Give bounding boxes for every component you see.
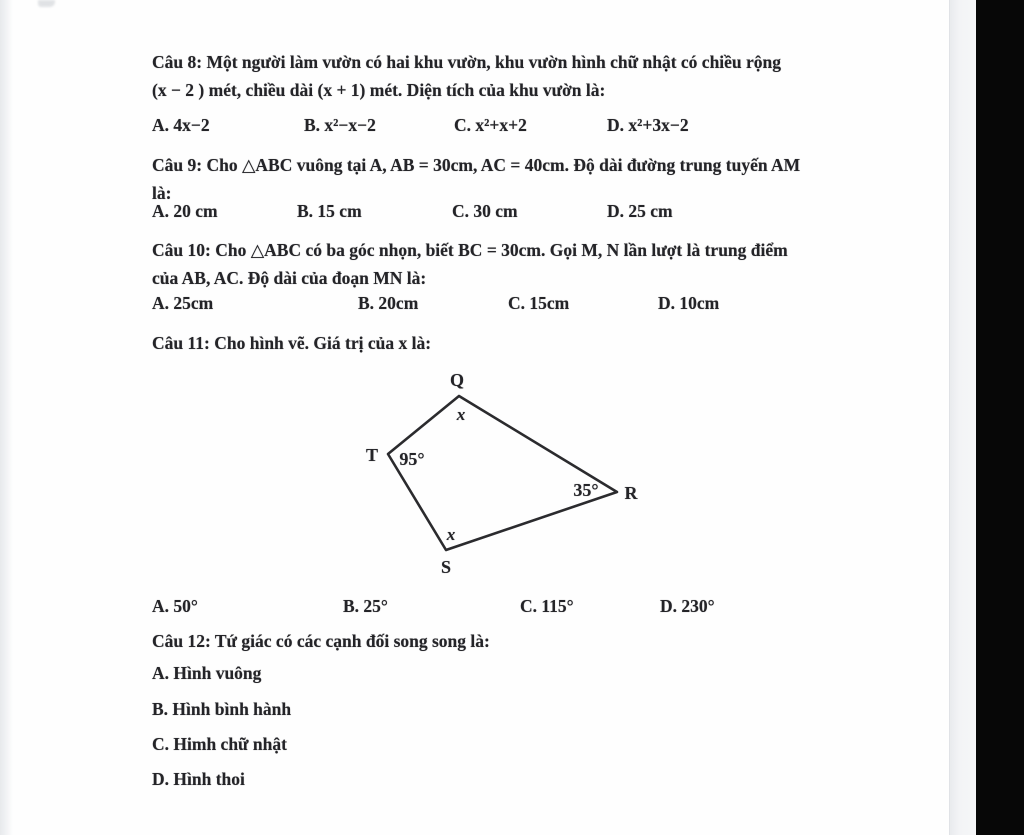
question-12 bbox=[152, 627, 872, 655]
geometry-figure bbox=[338, 360, 658, 585]
answer-option: B. 25° bbox=[343, 596, 388, 616]
answer-option: D. 25 cm bbox=[607, 201, 673, 221]
question-text: Câu 11: Cho hình vẽ. Giá trị của x là: bbox=[152, 333, 432, 353]
page-right-margin bbox=[949, 0, 977, 835]
question-text: (x − 2 ) mét, chiều dài (x + 1) mét. Diện tích của khu vườn là: bbox=[152, 80, 606, 100]
question-8 bbox=[152, 48, 872, 104]
question-text: Câu 12: Tứ giác có các cạnh đối song song là: bbox=[152, 631, 490, 651]
angle-label-at-s: x bbox=[446, 525, 456, 544]
angle-label-at-t: 95° bbox=[399, 449, 425, 469]
vertex-label-r: R bbox=[624, 483, 638, 503]
answer-option: D. 230° bbox=[660, 596, 715, 616]
quadrilateral-outline bbox=[388, 396, 617, 550]
answer-option: D. Hình thoi bbox=[152, 769, 245, 789]
angle-label-at-r: 35° bbox=[573, 480, 599, 500]
question-8-options bbox=[0, 115, 1024, 139]
question-10 bbox=[152, 236, 872, 292]
answer-option: C. 115° bbox=[520, 596, 574, 616]
letterbox-bar bbox=[976, 0, 1024, 835]
question-text: Câu 8: Một người làm vườn có hai khu vườn, khu vườn hình chữ nhật có chiều rộng bbox=[152, 52, 782, 72]
question-11 bbox=[152, 329, 872, 357]
vertex-label-s: S bbox=[440, 557, 452, 577]
answer-option: A. 20 cm bbox=[152, 201, 218, 221]
answer-option: A. 4x−2 bbox=[152, 115, 210, 135]
angle-label-at-q: x bbox=[456, 405, 466, 424]
question-text: Câu 9: Cho △ABC vuông tại A, AB = 30cm, AC = 40cm. Độ dài đường trung tuyến AM bbox=[152, 155, 801, 175]
answer-option: B. x²−x−2 bbox=[304, 115, 376, 135]
question-10-options bbox=[0, 293, 1024, 317]
answer-option: B. 15 cm bbox=[297, 201, 362, 221]
answer-option: D. x²+3x−2 bbox=[607, 115, 689, 135]
answer-option: C. 30 cm bbox=[452, 201, 518, 221]
answer-option: A. Hình vuông bbox=[152, 663, 262, 683]
answer-option: C. Himh chữ nhật bbox=[152, 734, 287, 754]
question-text: là: bbox=[152, 183, 172, 203]
answer-option: C. x²+x+2 bbox=[454, 115, 527, 135]
answer-option: C. 15cm bbox=[508, 293, 570, 313]
vertex-label-t: T bbox=[365, 445, 379, 465]
answer-option: B. 20cm bbox=[358, 293, 419, 313]
vertex-label-q: Q bbox=[449, 370, 465, 390]
question-text: của AB, AC. Độ dài của đoạn MN là: bbox=[152, 268, 427, 288]
answer-option: A. 25cm bbox=[152, 293, 214, 313]
question-9-options bbox=[0, 201, 1024, 225]
question-9 bbox=[152, 151, 872, 207]
question-text: Câu 10: Cho △ABC có ba góc nhọn, biết BC = 30cm. Gọi M, N lần lượt là trung điểm bbox=[152, 240, 788, 260]
question-11-options bbox=[0, 596, 1024, 620]
answer-option: B. Hình bình hành bbox=[152, 699, 292, 719]
answer-option: D. 10cm bbox=[658, 293, 720, 313]
scan-artifact bbox=[38, 0, 55, 7]
answer-option: A. 50° bbox=[152, 596, 198, 616]
